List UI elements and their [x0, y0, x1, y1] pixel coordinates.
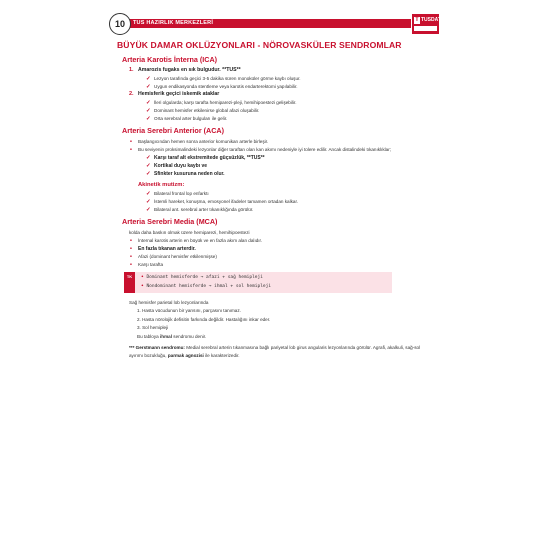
page-number: 10: [109, 13, 131, 35]
page-header: [109, 13, 445, 39]
section-title-aca: Arteria Serebri Anterior (ACA): [122, 126, 224, 135]
check-icon: ✓: [146, 76, 151, 82]
parietal-item-1: 1. Hasta vücudunun bir yarısını, parçasını tanımaz.: [137, 308, 241, 313]
bullet-icon: •: [130, 254, 132, 260]
ica-item-1-sub-1: ✓ Lezyon tarafında geçici 3-5 dakika süren monoküler görme kaybı oluşur.: [146, 76, 301, 82]
ica-item-2-sub-2: ✓ Dominant hemisfer etkilenirse global afazi oluşabilir.: [146, 108, 260, 114]
tk-highlight-box: [124, 272, 392, 293]
ica-item-2-sub-1: ✓ İleri olgularda; karşı tarafta hemiparezi-pleji, hemihipoestezi gelişebilir.: [146, 100, 297, 106]
ica-item-1: [112, 67, 438, 74]
check-icon: ✓: [146, 163, 151, 169]
parietal-intro: Sağ hemisfer parietal lob lezyonlarında: [129, 300, 209, 305]
check-icon: ✓: [146, 191, 151, 197]
parmak-agnozisi: parmak agnozisi: [167, 352, 204, 358]
main-title: BÜYÜK DAMAR OKLÜZYONLARI - NÖROVASKÜLER SENDROMLAR: [117, 40, 402, 50]
ihmal-line: Bu tabloya ihmal sendromu denir.: [137, 333, 207, 339]
bullet-icon: •: [130, 139, 132, 145]
ihmal-word: ihmal: [160, 333, 172, 339]
parietal-item-3: 3. Sol hemipleji: [137, 325, 169, 330]
logo-text: TUSDATA: [421, 17, 445, 23]
tk-line-2: • Nondominant hemisferde → ihmal + sol hemipleji: [141, 284, 272, 289]
bullet-icon: •: [130, 262, 132, 268]
item-text: Hemisferik geçici iskemik ataklar: [138, 91, 220, 97]
mca-bullet-3: • Afazi (dominant hemisfer etkilenmişse): [130, 254, 217, 260]
logo-mark-icon: T: [415, 17, 419, 23]
check-icon: ✓: [146, 171, 151, 177]
check-icon: ✓: [146, 155, 151, 161]
mca-bullet-1: • İnternal karotis arterin en büyük ve en fazla akım alan dalıdır.: [130, 238, 263, 244]
bullet-icon: •: [130, 238, 132, 244]
series-title: TUS HAZIRLIK MERKEZLERİ: [133, 20, 214, 26]
aca-check-1: ✓ Karşı taraf alt ekstremitede güçsüzlük, **TUS**: [146, 155, 265, 161]
aca-bullet-2: • Bu seviyenin proksimalindeki lezyonlar diğer taraftan olan kan akımı nedeniyle iyi tolere edilir. Ancak distalindeki tıkanıklıklar;: [130, 147, 392, 153]
check-icon: ✓: [146, 207, 151, 213]
akinetic-item-3: ✓ Bilateral ant. serebral arter tıkanıklığında görülür.: [146, 207, 254, 213]
mca-intro: kolda daha baskın olmak üzere hemiparezi, hemihipoestezi: [129, 230, 250, 235]
check-icon: ✓: [146, 100, 151, 106]
akinetic-mutism-title: Akinetik mutizm:: [138, 182, 185, 188]
gerstmann-paragraph: *** Gerstmann sendromu: Medial serebral arterin tıkanmasına bağlı pariyetal lob girus angularis lezyonlarında görülür. Agrafi, akalkuli, sağ-sol ayırımı bozukluğu, parmak agnozisi ile karakterizedir.: [129, 345, 421, 358]
mca-bullet-2: • En fazla tıkanan arterdir.: [130, 246, 196, 252]
gerstmann-title: Gerstmann sendromu:: [135, 345, 185, 350]
section-title-mca: Arteria Serebri Media (MCA): [122, 217, 218, 226]
logo-underline: [414, 26, 437, 31]
parietal-item-2: 2. Hasta nörolojik defisitin farkında değildir. Hastalığını inkar eder.: [137, 316, 271, 322]
check-icon: ✓: [146, 199, 151, 205]
aca-bullet-1: • Başlangıcından hemen sonra anterior komunikan arterle birleşir.: [130, 139, 269, 145]
akinetic-item-1: ✓ Bilateral frontal lop enfarktı: [146, 191, 209, 197]
tusdata-logo: [412, 14, 445, 34]
section-title-ica: Arteria Karotis İnterna (ICA): [122, 55, 218, 64]
ica-item-2: [112, 91, 438, 98]
aca-check-3: ✓ Sfinkter kusuruna neden olur.: [146, 171, 225, 177]
aca-check-2: ✓ Kortikal duyu kaybı ve: [146, 163, 208, 169]
akinetic-item-2: ✓ İstemli hareket, konuşma, emosyonel ifadeler tamamen ortadan kalkar.: [146, 199, 299, 205]
item-number: 1.: [129, 67, 134, 73]
tk-label: TK: [124, 272, 135, 293]
bullet-icon: •: [130, 246, 132, 252]
item-number: 2.: [129, 91, 134, 97]
check-icon: ✓: [146, 116, 151, 122]
mca-bullet-4: • Karşı tarafta: [130, 262, 164, 268]
tk-line-1: • Dominant hemisferde → afazi + sağ hemipleji: [141, 275, 263, 280]
bullet-icon: •: [130, 147, 132, 153]
check-icon: ✓: [146, 84, 151, 90]
item-text: Amarozis fugaks en sık bulgudur. **TUS**: [138, 67, 241, 73]
ica-item-2-sub-3: ✓ Orta serebral arter bulguları ile gelir.: [146, 116, 228, 122]
content: [112, 40, 438, 359]
ica-item-1-sub-2: ✓ Uygun endikasyonda stentleme veya karotis endarterektomi yapılabilir.: [146, 84, 298, 90]
check-icon: ✓: [146, 108, 151, 114]
